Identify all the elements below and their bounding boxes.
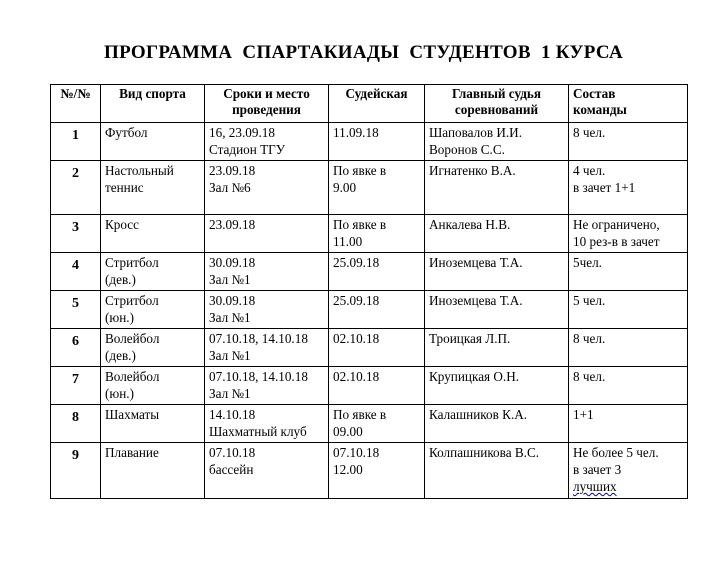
sport-name: Шахматы <box>105 407 160 422</box>
team-cell <box>569 253 688 291</box>
judge-name: Иноземцева Т.А. <box>429 255 523 270</box>
row-number: 8 <box>51 405 101 443</box>
header-team <box>569 85 688 123</box>
place-line: Стадион ТГУ <box>209 142 286 157</box>
dates-cell <box>205 161 329 215</box>
judging-line-2: 11.00 <box>333 234 363 249</box>
judging-cell <box>329 253 425 291</box>
sport-cell <box>101 329 205 367</box>
team-cell <box>569 291 688 329</box>
judging-line: 07.10.18 <box>333 445 380 460</box>
judging-line: По явке в <box>333 163 387 178</box>
header-judging <box>329 85 425 123</box>
dates-line: 30.09.18 <box>209 255 256 270</box>
header-number <box>51 85 101 123</box>
team-line: 1+1 <box>573 407 594 422</box>
header-judge-label-1: Главный судья <box>451 86 542 101</box>
team-cell <box>569 215 688 253</box>
team-cell <box>569 161 688 215</box>
judge-name: Крупицкая О.Н. <box>429 369 520 384</box>
team-line: Не более 5 чел. <box>573 445 659 460</box>
judge-name: Иноземцева Т.А. <box>429 293 523 308</box>
sport-cell <box>101 215 205 253</box>
place-line: Шахматный клуб <box>209 424 307 439</box>
team-line: 4 чел. <box>573 163 606 178</box>
judge-cell <box>425 123 569 161</box>
sport-cell <box>101 291 205 329</box>
judge-cell <box>425 443 569 499</box>
row-number: 7 <box>51 367 101 405</box>
team-line: 8 чел. <box>573 125 606 140</box>
header-team-label-1: Состав <box>573 86 616 101</box>
place-line: бассейн <box>209 462 254 477</box>
header-dates-label-2: проведения <box>232 102 301 117</box>
spellcheck-underlined-text: лучших <box>573 479 617 494</box>
team-line-2: 10 рез-в в зачет <box>573 234 660 249</box>
header-team-label-2: команды <box>573 102 627 117</box>
sport-cell <box>101 367 205 405</box>
sport-name-2: (юн.) <box>105 310 134 325</box>
sport-name: Стритбол <box>105 293 159 308</box>
sport-name-2: (юн.) <box>105 386 134 401</box>
sport-name: Волейбол <box>105 369 160 384</box>
place-line: Зал №1 <box>209 348 251 363</box>
judging-line: По явке в <box>333 217 387 232</box>
judging-line: 02.10.18 <box>333 369 380 384</box>
judging-cell <box>329 443 425 499</box>
dates-cell <box>205 123 329 161</box>
header-dates-place <box>205 85 329 123</box>
table-header-row <box>51 85 688 123</box>
dates-cell <box>205 443 329 499</box>
sport-cell <box>101 253 205 291</box>
team-line: Не ограничено, <box>573 217 660 232</box>
team-line: 5чел. <box>573 255 602 270</box>
header-chief-judge <box>425 85 569 123</box>
judge-name: Калашников К.А. <box>429 407 528 422</box>
team-line: 5 чел. <box>573 293 606 308</box>
team-cell <box>569 123 688 161</box>
document-title: ПРОГРАММА СПАРТАКИАДЫ СТУДЕНТОВ 1 КУРСА <box>104 42 623 63</box>
team-cell <box>569 329 688 367</box>
header-number-label: №/№ <box>60 86 91 101</box>
judging-cell <box>329 215 425 253</box>
team-line-3 <box>573 478 683 495</box>
judging-cell <box>329 161 425 215</box>
judging-line: 02.10.18 <box>333 331 380 346</box>
sport-cell <box>101 161 205 215</box>
judging-line-2: 12.00 <box>333 462 363 477</box>
table-row <box>51 405 688 443</box>
header-judge-label-2: соревнований <box>454 102 539 117</box>
dates-line: 07.10.18, 14.10.18 <box>209 331 308 346</box>
team-cell <box>569 367 688 405</box>
judge-name: Игнатенко В.А. <box>429 163 516 178</box>
judging-cell <box>329 367 425 405</box>
competition-program-table <box>50 84 688 499</box>
place-line: Зал №6 <box>209 180 251 195</box>
judging-cell <box>329 291 425 329</box>
dates-line: 14.10.18 <box>209 407 256 422</box>
judge-cell <box>425 405 569 443</box>
table-row <box>51 161 688 215</box>
sport-name: Плавание <box>105 445 159 460</box>
sport-name: Футбол <box>105 125 148 140</box>
row-number: 9 <box>51 443 101 499</box>
dates-cell <box>205 215 329 253</box>
team-line: 8 чел. <box>573 331 606 346</box>
team-line-2: в зачет 3 <box>573 462 622 477</box>
dates-cell <box>205 367 329 405</box>
judging-cell <box>329 329 425 367</box>
dates-line: 30.09.18 <box>209 293 256 308</box>
header-sport <box>101 85 205 123</box>
judging-line-2: 09.00 <box>333 424 363 439</box>
sport-cell <box>101 443 205 499</box>
judge-name: Колпашникова В.С. <box>429 445 540 460</box>
table-row <box>51 253 688 291</box>
sport-name: Настольный <box>105 163 174 178</box>
table-row <box>51 329 688 367</box>
dates-line: 07.10.18 <box>209 445 256 460</box>
dates-line: 07.10.18, 14.10.18 <box>209 369 308 384</box>
sport-name-2: теннис <box>105 180 144 195</box>
dates-cell <box>205 291 329 329</box>
judging-line: 25.09.18 <box>333 255 380 270</box>
dates-cell <box>205 405 329 443</box>
judge-cell <box>425 329 569 367</box>
header-sport-label: Вид спорта <box>119 86 186 101</box>
header-dates-label-1: Сроки и место <box>223 86 310 101</box>
sport-name-2: (дев.) <box>105 272 136 287</box>
sport-name: Кросс <box>105 217 140 232</box>
judge-cell <box>425 215 569 253</box>
team-line-2: в зачет 1+1 <box>573 180 636 195</box>
row-number: 1 <box>51 123 101 161</box>
judge-cell <box>425 291 569 329</box>
sport-cell <box>101 123 205 161</box>
judge-name: Шаповалов И.И. <box>429 125 522 140</box>
judge-name: Анкалева Н.В. <box>429 217 511 232</box>
row-number: 4 <box>51 253 101 291</box>
table-row <box>51 123 688 161</box>
judging-line: По явке в <box>333 407 387 422</box>
judge-name: Троицкая Л.П. <box>429 331 511 346</box>
place-line: Зал №1 <box>209 310 251 325</box>
judge-cell <box>425 161 569 215</box>
place-line: Зал №1 <box>209 386 251 401</box>
dates-cell <box>205 329 329 367</box>
judging-cell <box>329 405 425 443</box>
dates-cell <box>205 253 329 291</box>
header-judging-label: Судейская <box>345 86 408 101</box>
dates-line: 23.09.18 <box>209 217 256 232</box>
row-number: 5 <box>51 291 101 329</box>
table-row <box>51 367 688 405</box>
judging-line: 25.09.18 <box>333 293 380 308</box>
table-row <box>51 443 688 499</box>
team-cell <box>569 405 688 443</box>
row-number: 2 <box>51 161 101 215</box>
sport-name: Стритбол <box>105 255 159 270</box>
place-line: Зал №1 <box>209 272 251 287</box>
judge-cell <box>425 253 569 291</box>
sport-cell <box>101 405 205 443</box>
judge-cell <box>425 367 569 405</box>
judging-line-2: 9.00 <box>333 180 357 195</box>
row-number: 6 <box>51 329 101 367</box>
table-row <box>51 215 688 253</box>
dates-line: 16, 23.09.18 <box>209 125 275 140</box>
row-number: 3 <box>51 215 101 253</box>
table-row <box>51 291 688 329</box>
sport-name-2: (дев.) <box>105 348 136 363</box>
dates-line: 23.09.18 <box>209 163 256 178</box>
judge-name: Воронов С.С. <box>429 142 505 157</box>
team-cell <box>569 443 688 499</box>
judging-line: 11.09.18 <box>333 125 379 140</box>
team-line: 8 чел. <box>573 369 606 384</box>
sport-name: Волейбол <box>105 331 160 346</box>
judging-cell <box>329 123 425 161</box>
